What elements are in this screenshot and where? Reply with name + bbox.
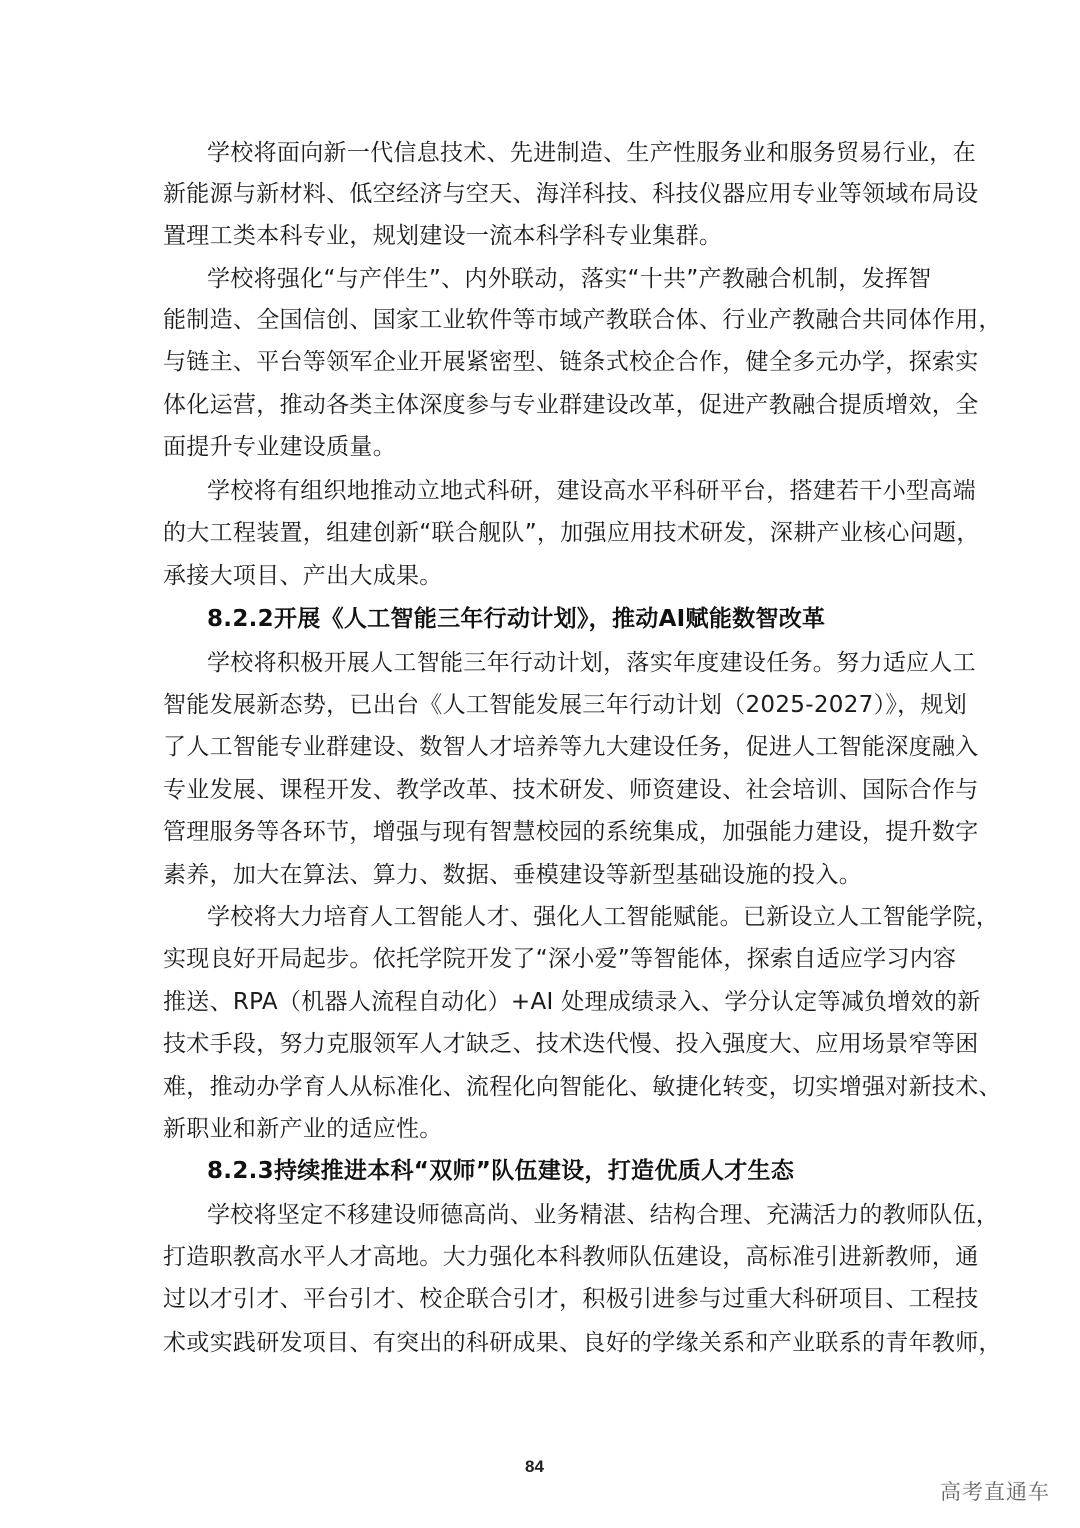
paragraph-line: 过以才引才、平台引才、校企联合引才，积极引进参与过重大科研项目、工程技 [163, 1286, 979, 1312]
paragraph-line: 学校将大力培育人工智能人才、强化人工智能赋能。已新设立人工智能学院， [207, 904, 1000, 930]
paragraph-line: 推送、RPA（机器人流程自动化）+AI 处理成绩录入、学分认定等减负增效的新 [163, 989, 981, 1015]
paragraph-line: 学校将强化“与产伴生”、内外联动，落实“十共”产教融合机制，发挥智 [207, 266, 932, 292]
paragraph-line: 学校将有组织地推动立地式科研，建设高水平科研平台，搭建若干小型高端 [207, 478, 976, 504]
paragraph-line: 面提升专业建设质量。 [163, 434, 396, 460]
section-heading-8-2-2: 8.2.2开展《人工智能三年行动计划》，推动AI赋能数智改革 [207, 606, 826, 632]
paragraph-line: 术或实践研发项目、有突出的科研成果、良好的学缘关系和产业联系的青年教师， [163, 1330, 1002, 1356]
paragraph-line: 智能发展新态势，已出台《人工智能发展三年行动计划（2025-2027）》，规划 [163, 692, 968, 718]
paragraph-line: 学校将坚定不移建设师德高尚、业务精湛、结构合理、充满活力的教师队伍， [207, 1202, 1000, 1228]
paragraph-line: 专业发展、课程开发、教学改革、技术研发、师资建设、社会培训、国际合作与 [163, 777, 979, 803]
paragraph-line: 学校将积极开展人工智能三年行动计划，落实年度建设任务。努力适应人工 [207, 650, 976, 676]
paragraph-line: 了人工智能专业群建设、数智人才培养等九大建设任务，促进人工智能深度融入 [163, 734, 979, 760]
paragraph-line: 新能源与新材料、低空经济与空天、海洋科技、科技仪器应用专业等领域布局设 [163, 181, 979, 207]
section-heading-8-2-3: 8.2.3持续推进本科“双师”队伍建设，打造优质人才生态 [207, 1158, 795, 1184]
paragraph-line: 承接大项目、产出大成果。 [163, 563, 443, 589]
paragraph-line: 打造职教高水平人才高地。大力强化本科教师队伍建设，高标准引进新教师，通 [163, 1244, 979, 1270]
paragraph-line: 体化运营，推动各类主体深度参与专业群建设改革，促进产教融合提质增效，全 [163, 392, 979, 418]
watermark-text: 高考直通车 [940, 1480, 1050, 1504]
paragraph-line: 新职业和新产业的适应性。 [163, 1116, 443, 1142]
paragraph-line: 实现良好开局起步。依托学院开发了“深小爱”等智能体，探索自适应学习内容 [163, 946, 957, 972]
page-number: 84 [525, 1457, 544, 1476]
paragraph-line: 的大工程装置，组建创新“联合舰队”，加强应用技术研发，深耕产业核心问题， [163, 520, 980, 546]
paragraph-line: 能制造、全国信创、国家工业软件等市域产教联合体、行业产教融合共同体作用， [163, 307, 1002, 333]
paragraph-line: 与链主、平台等领军企业开展紧密型、链条式校企合作，健全多元办学，探索实 [163, 349, 979, 375]
paragraph-line: 难，推动办学育人从标准化、流程化向智能化、敏捷化转变，切实增强对新技术、 [163, 1074, 1002, 1100]
paragraph-line: 管理服务等各环节，增强与现有智慧校园的系统集成，加强能力建设，提升数字 [163, 819, 979, 845]
paragraph-line: 置理工类本科专业，规划建设一流本科学科专业集群。 [163, 223, 723, 249]
paragraph-line: 技术手段，努力克服领军人才缺乏、技术迭代慢、投入强度大、应用场景窄等困 [163, 1031, 979, 1057]
paragraph-line: 学校将面向新一代信息技术、先进制造、生产性服务业和服务贸易行业，在 [207, 140, 976, 166]
paragraph-line: 素养，加大在算法、算力、数据、垂模建设等新型基础设施的投入。 [163, 862, 862, 888]
